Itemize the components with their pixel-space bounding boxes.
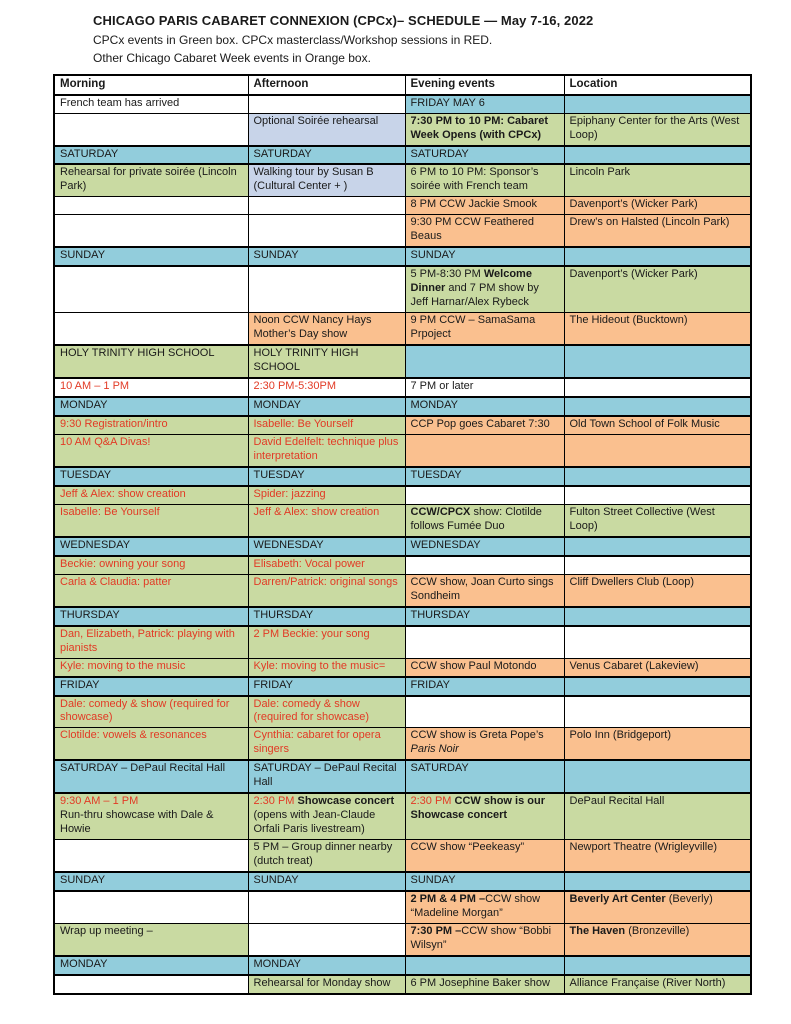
column-header-row	[54, 75, 751, 95]
cell-text: CCW show “Bobbi Wilsyn”	[410, 925, 552, 952]
table-cell	[54, 793, 248, 839]
table-cell	[564, 556, 751, 574]
table-cell	[248, 793, 405, 839]
table-cell	[564, 146, 751, 165]
cell-text: (Bronzeville)	[625, 925, 690, 938]
cell-text: FRIDAY MAY 6	[410, 96, 485, 109]
table-cell	[405, 164, 564, 196]
table-cell	[405, 696, 564, 728]
cell-text: Alliance Française (River North)	[569, 976, 726, 989]
table-cell	[248, 607, 405, 626]
table-cell	[405, 215, 564, 247]
table-cell	[54, 607, 248, 626]
table-row	[54, 313, 751, 345]
cell-text: and 7 PM show by Jeff Harnar/Alex Rybeck	[410, 282, 539, 309]
cell-text: THURSDAY	[410, 608, 471, 621]
table-cell	[248, 924, 405, 956]
table-cell	[405, 793, 564, 839]
table-cell	[248, 378, 405, 397]
cell-text: Darren/Patrick: original songs	[253, 575, 398, 588]
table-cell	[54, 504, 248, 536]
table-row	[54, 840, 751, 872]
cell-text: TUESDAY	[410, 468, 462, 481]
cell-text: TUESDAY	[60, 468, 112, 481]
table-cell	[248, 658, 405, 676]
table-cell	[248, 760, 405, 793]
table-cell	[564, 658, 751, 676]
cell-text: Cliff Dwellers Club (Loop)	[569, 575, 695, 588]
table-cell	[405, 434, 564, 466]
table-row	[54, 607, 751, 626]
table-cell	[564, 537, 751, 556]
table-row	[54, 975, 751, 994]
cell-text: Drew’s on Halsted (Lincoln Park)	[569, 216, 730, 229]
table-cell	[248, 95, 405, 113]
table-cell	[54, 956, 248, 975]
cell-text: 2:30 PM	[410, 795, 455, 808]
cell-text: MONDAY	[410, 399, 458, 412]
table-cell	[564, 607, 751, 626]
cell-text: CCW show is our Showcase concert	[410, 795, 545, 822]
table-row	[54, 146, 751, 165]
cell-text: 9 PM CCW – SamaSama Prpoject	[410, 314, 536, 341]
table-cell	[54, 760, 248, 793]
cell-text: 7:30 PM to 10 PM: Cabaret Week Opens (with CPCx)	[410, 114, 549, 141]
table-cell	[405, 146, 564, 165]
table-cell	[248, 696, 405, 728]
cell-text: Dale: comedy & show (required for showcase)	[253, 697, 370, 724]
cell-text: Beverly Art Center	[569, 893, 666, 906]
table-cell	[54, 397, 248, 416]
cell-text: 10 AM Q&A Divas!	[60, 435, 151, 448]
table-cell	[54, 556, 248, 574]
table-cell	[405, 113, 564, 145]
table-cell	[248, 728, 405, 760]
table-cell	[564, 197, 751, 215]
cell-text: HOLY TRINITY HIGH SCHOOL	[253, 347, 359, 374]
cell-text: FRIDAY	[60, 678, 100, 691]
cell-text: SUNDAY	[410, 874, 456, 887]
table-cell	[54, 416, 248, 434]
cell-text: Beckie: owning your song	[60, 557, 186, 570]
table-cell	[405, 728, 564, 760]
cell-text: Davenport’s (Wicker Park)	[569, 198, 698, 211]
cell-text: SUNDAY	[60, 874, 106, 887]
cell-text: Old Town School of Folk Music	[569, 418, 720, 430]
table-row	[54, 793, 751, 839]
table-cell	[405, 556, 564, 574]
table-cell	[248, 504, 405, 536]
table-row	[54, 215, 751, 247]
table-cell	[54, 975, 248, 994]
cell-text: Carla & Claudia: patter	[60, 575, 172, 588]
cell-text: 7:30 PM –	[410, 925, 462, 938]
table-cell	[405, 574, 564, 606]
table-cell	[405, 266, 564, 312]
cell-text: Venus Cabaret (Lakeview)	[569, 659, 699, 672]
table-row	[54, 247, 751, 266]
table-cell	[564, 760, 751, 793]
cell-text: Dan, Elizabeth, Patrick: playing with pianists	[60, 627, 235, 654]
cell-text: Fulton Street Collective (West Loop)	[569, 505, 715, 532]
cell-text: WEDNESDAY	[60, 538, 131, 551]
cell-text: FRIDAY	[253, 678, 294, 691]
table-cell	[54, 677, 248, 696]
table-cell	[405, 924, 564, 956]
legend-line-1: CPCx events in Green box. CPCx masterclass/Workshop sessions in RED.	[93, 33, 493, 47]
table-row	[54, 467, 751, 486]
table-cell	[248, 556, 405, 574]
cell-text: 2:30 PM-5:30PM	[253, 380, 337, 393]
cell-text: Newport Theatre (Wrigleyville)	[569, 841, 718, 854]
cell-text: SATURDAY	[410, 147, 469, 160]
table-cell	[54, 95, 248, 113]
table-cell	[405, 416, 564, 434]
table-cell	[54, 696, 248, 728]
cell-text: Optional Soirée rehearsal	[253, 114, 379, 127]
cell-text: MONDAY	[60, 958, 108, 970]
cell-text: THURSDAY	[60, 608, 120, 621]
cell-text: 2:30 PM	[253, 795, 298, 808]
table-cell	[54, 313, 248, 345]
cell-text: SATURDAY – DePaul Recital Hall	[253, 762, 397, 789]
cell-text: 2 PM & 4 PM –	[410, 893, 486, 906]
table-cell	[248, 840, 405, 872]
table-cell	[564, 345, 751, 378]
table-cell	[405, 607, 564, 626]
table-cell	[564, 95, 751, 113]
cell-text: MONDAY	[60, 399, 108, 412]
table-row	[54, 397, 751, 416]
table-cell	[248, 197, 405, 215]
table-cell	[248, 872, 405, 891]
table-cell	[405, 537, 564, 556]
table-cell	[564, 397, 751, 416]
cell-text: (Beverly)	[665, 893, 713, 906]
table-row	[54, 574, 751, 606]
table-cell	[564, 215, 751, 247]
cell-text: Isabelle: Be Yourself	[60, 505, 160, 518]
table-row	[54, 696, 751, 728]
cell-text: 5 PM – Group dinner nearby (dutch treat)	[253, 841, 393, 868]
table-cell	[564, 956, 751, 975]
table-row	[54, 378, 751, 397]
cell-text: Wrap up meeting –	[60, 925, 153, 938]
table-cell	[248, 677, 405, 696]
cell-text: CCW/CPCX	[410, 505, 471, 518]
table-cell	[405, 197, 564, 215]
table-cell	[405, 95, 564, 113]
column-header-location: Location	[564, 75, 751, 95]
table-cell	[405, 891, 564, 923]
table-cell	[564, 574, 751, 606]
cell-text: SUNDAY	[253, 249, 299, 262]
cell-text: MONDAY	[253, 958, 301, 970]
table-cell	[405, 626, 564, 658]
table-cell	[248, 891, 405, 923]
table-cell	[54, 626, 248, 658]
table-cell	[564, 626, 751, 658]
table-cell	[248, 345, 405, 378]
cell-text: Lincoln Park	[569, 166, 631, 179]
cell-text: Welcome Dinner	[410, 268, 532, 295]
table-cell	[54, 266, 248, 312]
cell-text: Kyle: moving to the music	[60, 659, 186, 672]
table-row	[54, 924, 751, 956]
table-cell	[248, 247, 405, 266]
cell-text: 6 PM to 10 PM: Sponsor’s soirée with French team	[410, 166, 539, 193]
schedule-table	[53, 74, 752, 995]
table-cell	[405, 760, 564, 793]
cell-text: SATURDAY	[60, 147, 119, 160]
table-cell	[54, 840, 248, 872]
table-cell	[564, 434, 751, 466]
table-cell	[564, 416, 751, 434]
cell-text: Kyle: moving to the music=	[253, 659, 386, 672]
table-cell	[405, 677, 564, 696]
table-cell	[564, 467, 751, 486]
table-cell	[54, 924, 248, 956]
table-cell	[564, 872, 751, 891]
cell-text: 7 PM or later	[410, 380, 474, 393]
table-cell	[405, 658, 564, 676]
table-cell	[54, 658, 248, 676]
table-row	[54, 891, 751, 923]
table-cell	[54, 891, 248, 923]
table-row	[54, 658, 751, 676]
cell-text: FRIDAY	[410, 678, 451, 691]
cell-text: SUNDAY	[253, 874, 299, 887]
table-cell	[248, 113, 405, 145]
table-cell	[564, 113, 751, 145]
table-cell	[248, 266, 405, 312]
cell-text: The Haven	[569, 925, 626, 938]
table-row	[54, 504, 751, 536]
cell-text: French team has arrived	[60, 96, 180, 109]
table-row	[54, 956, 751, 975]
cell-text: DePaul Recital Hall	[569, 795, 665, 808]
cell-text: Davenport’s (Wicker Park)	[569, 268, 698, 281]
cell-text: 9:30 Registration/intro	[60, 418, 168, 430]
table-cell	[405, 247, 564, 266]
cell-text: Spider: jazzing	[253, 487, 326, 500]
cell-text: Jeff & Alex: show creation	[253, 505, 380, 518]
cell-text: (opens with Jean-Claude Orfali Paris livestream)	[253, 809, 376, 836]
cell-text: CCW show is Greta Pope’s	[410, 729, 544, 742]
table-cell	[248, 146, 405, 165]
column-header-morning: Morning	[54, 75, 248, 95]
cell-text: SATURDAY	[410, 762, 469, 775]
table-cell	[248, 574, 405, 606]
cell-text: CCW show Paul Motondo	[410, 659, 537, 672]
cell-text: CCP Pop goes Cabaret 7:30	[410, 418, 550, 430]
cell-text: Polo Inn (Bridgeport)	[569, 729, 671, 742]
cell-text: 6 PM Josephine Baker show	[410, 976, 550, 989]
cell-text: SUNDAY	[60, 249, 106, 262]
table-cell	[54, 146, 248, 165]
table-cell	[54, 728, 248, 760]
table-row	[54, 113, 751, 145]
cell-text: Showcase concert	[297, 795, 395, 808]
table-row	[54, 95, 751, 113]
table-cell	[54, 247, 248, 266]
table-cell	[248, 416, 405, 434]
cell-text: SATURDAY	[253, 147, 312, 160]
table-row	[54, 345, 751, 378]
table-cell	[248, 215, 405, 247]
table-cell	[405, 872, 564, 891]
cell-text: Noon CCW Nancy Hays Mother’s Day show	[253, 314, 372, 341]
table-cell	[405, 956, 564, 975]
cell-text: Jeff & Alex: show creation	[60, 487, 186, 500]
table-cell	[564, 247, 751, 266]
table-cell	[248, 486, 405, 504]
table-row	[54, 266, 751, 312]
cell-text: show: Clotilde follows Fumée Duo	[410, 505, 542, 532]
cell-text: Run-thru showcase with Dale & Howie	[60, 809, 214, 836]
legend-line-2: Other Chicago Cabaret Week events in Orange box.	[93, 50, 371, 65]
cell-text: THURSDAY	[253, 608, 314, 621]
table-cell	[248, 164, 405, 196]
table-cell	[405, 397, 564, 416]
table-cell	[405, 345, 564, 378]
table-cell	[248, 434, 405, 466]
schedule-table-body	[54, 95, 751, 994]
table-cell	[405, 504, 564, 536]
column-header-evening-events: Evening events	[405, 75, 564, 95]
cell-text: SATURDAY – DePaul Recital Hall	[60, 762, 226, 775]
table-row	[54, 677, 751, 696]
table-cell	[405, 467, 564, 486]
table-row	[54, 486, 751, 504]
table-cell	[54, 872, 248, 891]
cell-text: Isabelle: Be Yourself	[253, 418, 354, 430]
table-cell	[54, 434, 248, 466]
table-cell	[564, 975, 751, 994]
table-row	[54, 872, 751, 891]
table-cell	[248, 956, 405, 975]
cell-text: Rehearsal for Monday show	[253, 976, 391, 989]
table-cell	[248, 397, 405, 416]
cell-text: 8 PM CCW Jackie Smook	[410, 198, 538, 211]
table-cell	[248, 313, 405, 345]
table-cell	[564, 924, 751, 956]
table-cell	[54, 378, 248, 397]
table-cell	[564, 696, 751, 728]
table-cell	[248, 467, 405, 486]
table-cell	[54, 467, 248, 486]
cell-text: Rehearsal for private soirée (Lincoln Park)	[60, 166, 237, 193]
cell-text: HOLY TRINITY HIGH SCHOOL	[60, 347, 215, 360]
document-header	[93, 13, 791, 67]
table-row	[54, 434, 751, 466]
column-header-afternoon: Afternoon	[248, 75, 405, 95]
cell-text: CCW show “Peekeasy”	[410, 841, 525, 854]
cell-text: WEDNESDAY	[253, 538, 324, 551]
cell-text: 9:30 AM – 1 PM	[60, 795, 139, 808]
table-cell	[564, 313, 751, 345]
table-cell	[405, 378, 564, 397]
cell-text: CCW show “Madeline Morgan”	[410, 893, 541, 920]
table-row	[54, 164, 751, 196]
cell-text: 10 AM – 1 PM	[60, 380, 130, 393]
cell-text: TUESDAY	[253, 468, 305, 481]
table-cell	[54, 537, 248, 556]
table-row	[54, 197, 751, 215]
cell-text: The Hideout (Bucktown)	[569, 314, 688, 327]
table-cell	[564, 504, 751, 536]
cell-text: SUNDAY	[410, 249, 456, 262]
cell-text: WEDNESDAY	[410, 538, 481, 551]
table-cell	[564, 891, 751, 923]
cell-text: Dale: comedy & show (required for showcase)	[60, 697, 230, 724]
cell-text: Epiphany Center for the Arts (West Loop)	[569, 114, 740, 141]
cell-text: MONDAY	[253, 399, 301, 412]
cell-text: CCW show, Joan Curto sings Sondheim	[410, 575, 554, 602]
table-row	[54, 760, 751, 793]
table-cell	[564, 266, 751, 312]
table-cell	[564, 840, 751, 872]
table-cell	[54, 486, 248, 504]
table-cell	[54, 113, 248, 145]
table-cell	[248, 537, 405, 556]
table-row	[54, 416, 751, 434]
table-cell	[54, 197, 248, 215]
cell-text: 9:30 PM CCW Feathered Beaus	[410, 216, 534, 243]
table-cell	[564, 378, 751, 397]
page-title: CHICAGO PARIS CABARET CONNEXION (CPCx)– SCHEDULE — May 7-16, 2022	[93, 13, 594, 28]
table-row	[54, 537, 751, 556]
table-cell	[54, 574, 248, 606]
cell-text: Clotilde: vowels & resonances	[60, 729, 207, 742]
cell-text: Cynthia: cabaret for opera singers	[253, 729, 381, 756]
table-cell	[248, 975, 405, 994]
table-cell	[405, 486, 564, 504]
table-cell	[54, 215, 248, 247]
table-cell	[564, 164, 751, 196]
table-cell	[54, 345, 248, 378]
table-cell	[564, 728, 751, 760]
cell-text: 5 PM-8:30 PM	[410, 268, 484, 281]
table-row	[54, 556, 751, 574]
cell-text: Elisabeth: Vocal power	[253, 557, 365, 570]
cell-text: Paris Noir	[410, 743, 459, 756]
table-cell	[405, 840, 564, 872]
cell-text: 2 PM Beckie: your song	[253, 627, 370, 640]
table-cell	[564, 793, 751, 839]
table-cell	[405, 975, 564, 994]
table-cell	[564, 677, 751, 696]
table-row	[54, 626, 751, 658]
cell-text: David Edelfelt: technique plus interpretation	[253, 435, 399, 462]
table-cell	[564, 486, 751, 504]
table-cell	[54, 164, 248, 196]
table-cell	[248, 626, 405, 658]
table-cell	[405, 313, 564, 345]
table-row	[54, 728, 751, 760]
cell-text: Walking tour by Susan B (Cultural Center + )	[253, 166, 374, 193]
